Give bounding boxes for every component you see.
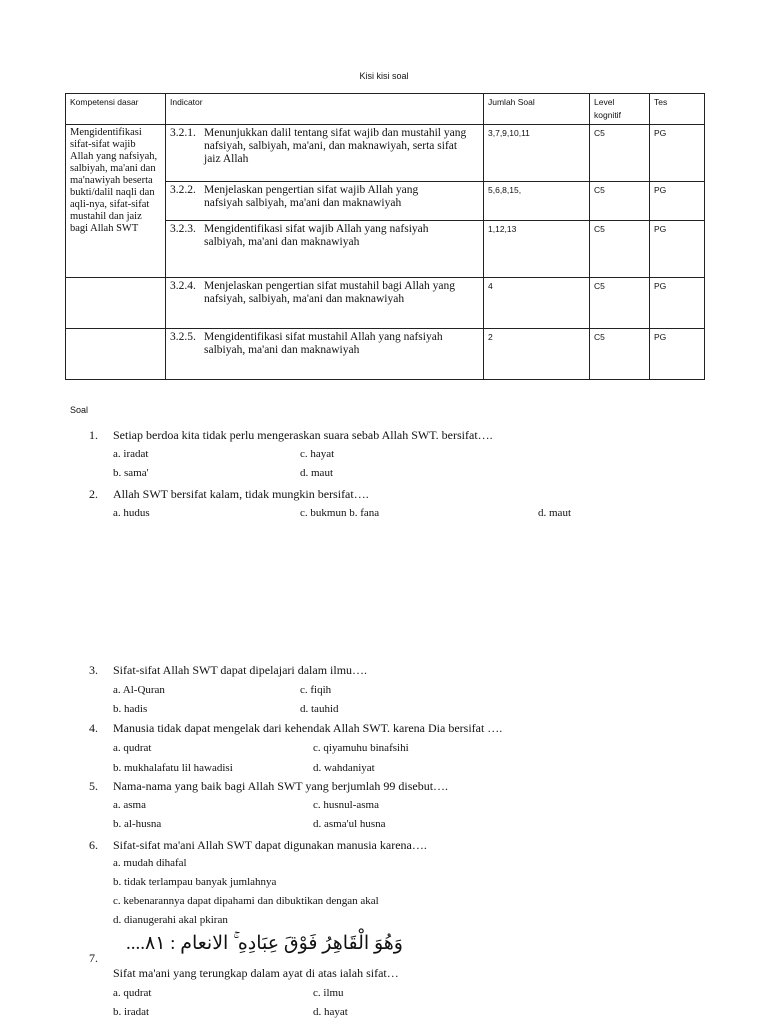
option-d: d. asma'ul husna (313, 818, 386, 830)
jumlah-soal-cell: 5,6,8,15, (484, 182, 590, 221)
tes-cell: PG (650, 182, 705, 221)
option-d: d. tauhid (300, 703, 339, 715)
level-cell: C5 (590, 182, 650, 221)
question-text: Nama-nama yang baik bagi Allah SWT yang berjumlah 99 disebut…. (113, 779, 449, 793)
level-cell: C5 (590, 278, 650, 329)
question-number: 3. (89, 663, 98, 677)
question-text: Setiap berdoa kita tidak perlu mengeraskan suara sebab Allah SWT. bersifat…. (113, 428, 493, 442)
indicator-text: nafsiyah, salbiyah, ma'ani dan maknawiyah (204, 293, 405, 305)
indicator-text: salbiyah, ma'ani dan maknawiyah (204, 344, 360, 356)
option-d: d. maut (300, 467, 333, 479)
indicator-text: nafsiyah salbiyah, ma'ani dan maknawiyah (204, 197, 402, 209)
question-2 (89, 487, 369, 502)
question-text: Sifat-sifat Allah SWT dapat dipelajari dalam ilmu…. (113, 663, 368, 677)
question-text: Sifat ma'ani yang terungkap dalam ayat di atas ialah sifat… (113, 966, 399, 980)
indicator-number: 3.2.2. (170, 184, 196, 196)
question-text: Allah SWT bersifat kalam, tidak mungkin bersifat…. (113, 487, 369, 501)
header-tes: Tes (650, 94, 705, 125)
indicator-number: 3.2.4. (170, 280, 196, 292)
header-level (590, 94, 650, 125)
option-a: a. Al-Quran (113, 684, 165, 696)
question-number: 5. (89, 779, 98, 793)
option-b: b. iradat (113, 1006, 150, 1018)
option-a: a. iradat (113, 448, 149, 460)
indicator-cell (166, 125, 484, 182)
empty-kompetensi-cell (66, 278, 166, 329)
jumlah-soal-cell: 3,7,9,10,11 (484, 125, 590, 182)
kd-line: bukti/dalil naqli dan (70, 187, 155, 198)
question-number: 6. (89, 838, 98, 852)
indicator-text: Menjelaskan pengertian sifat mustahil bagi Allah yang (204, 280, 456, 292)
table-row (66, 125, 705, 182)
indicator-cell (166, 329, 484, 380)
question-3 (89, 663, 367, 678)
question-5 (89, 779, 448, 794)
indicator-text: nafsiyah, salbiyah, ma'ani, dan maknawiyah, serta sifat (204, 140, 458, 152)
option-c: c. kebenarannya dapat dipahami dan dibuktikan dengan akal (113, 895, 379, 907)
indicator-number: 3.2.5. (170, 331, 196, 343)
option-a: a. mudah dihafal (113, 857, 187, 869)
indicator-text: Mengidentifikasi sifat wajib Allah yang nafsiyah (204, 223, 429, 235)
option-c: c. ilmu (313, 987, 344, 999)
option-d: d. dianugerahi akal pkiran (113, 914, 228, 926)
question-1 (89, 428, 493, 443)
question-7-number (89, 951, 113, 966)
tes-cell: PG (650, 329, 705, 380)
indicator-cell (166, 278, 484, 329)
document-title: Kisi kisi soal (359, 71, 409, 81)
indicator-text: Menunjukkan dalil tentang sifat wajib dan mustahil yang (204, 127, 467, 139)
option-c: c. husnul-asma (313, 799, 379, 811)
kd-line: bagi Allah SWT (70, 223, 139, 234)
tes-cell: PG (650, 278, 705, 329)
table-header-row (66, 94, 705, 125)
level-cell: C5 (590, 221, 650, 278)
jumlah-soal-cell: 4 (484, 278, 590, 329)
question-text: Sifat-sifat ma'ani Allah SWT dapat digunakan manusia karena…. (113, 838, 427, 852)
soal-section-label: Soal (70, 405, 89, 415)
indicator-text: jaiz Allah (204, 153, 249, 165)
indicator-text: Menjelaskan pengertian sifat wajib Allah yang (204, 184, 419, 196)
option-c: c. qiyamuhu binafsihi (313, 742, 409, 754)
question-number: 1. (89, 428, 98, 442)
kisi-kisi-table (65, 93, 705, 380)
kd-line: Mengidentifikasi (70, 127, 142, 138)
option-c: c. hayat (300, 448, 335, 460)
indicator-text: salbiyah, ma'ani dan maknawiyah (204, 236, 360, 248)
header-kompetensi: Kompetensi dasar (66, 94, 166, 125)
option-b: b. sama' (113, 467, 149, 479)
jumlah-soal-cell: 1,12,13 (484, 221, 590, 278)
question-number: 7. (89, 951, 98, 965)
kd-line: salbiyah, ma'ani dan (70, 163, 156, 174)
header-level-line2: kognitif (594, 110, 621, 120)
kd-line: mustahil dan jaiz (70, 211, 142, 222)
arabic-verse: وَهُوَ الْقَاهِرُ فَوْقَ عِبَادِهِ ۚ الانعام : ٨١.... (126, 933, 403, 954)
option-a: a. qudrat (113, 742, 152, 754)
indicator-cell (166, 182, 484, 221)
kd-line: ma'nawiyah beserta (70, 175, 153, 186)
option-b: b. al-husna (113, 818, 162, 830)
header-indicator: Indicator (166, 94, 484, 125)
option-b: b. tidak terlampau banyak jumlahnya (113, 876, 277, 888)
tes-cell: PG (650, 125, 705, 182)
kd-line: sifat-sifat wajib (70, 139, 136, 150)
table-row (66, 278, 705, 329)
question-7-text (113, 966, 399, 981)
kd-line: Allah yang nafsiyah, (70, 151, 158, 162)
header-level-line1: Level (594, 97, 615, 107)
option-b: b. mukhalafatu lil hawadisi (113, 762, 233, 774)
option-d: d. wahdaniyat (313, 762, 375, 774)
option-c: c. bukmun b. fana (300, 507, 380, 519)
table-row (66, 329, 705, 380)
question-6 (89, 838, 427, 853)
question-number: 4. (89, 721, 98, 735)
empty-kompetensi-cell (66, 329, 166, 380)
level-cell: C5 (590, 125, 650, 182)
kompetensi-dasar-cell (66, 125, 166, 278)
level-cell: C5 (590, 329, 650, 380)
option-a: a. hudus (113, 507, 150, 519)
indicator-cell (166, 221, 484, 278)
option-d: d. hayat (313, 1006, 348, 1018)
indicator-text: Mengidentifikasi sifat mustahil Allah yang nafsiyah (204, 331, 443, 343)
option-c: c. fiqih (300, 684, 332, 696)
indicator-number: 3.2.3. (170, 223, 196, 235)
question-number: 2. (89, 487, 98, 501)
option-b: b. hadis (113, 703, 148, 715)
jumlah-soal-cell: 2 (484, 329, 590, 380)
kd-line: aqli-nya, sifat-sifat (70, 199, 150, 210)
option-a: a. asma (113, 799, 146, 811)
tes-cell: PG (650, 221, 705, 278)
indicator-number: 3.2.1. (170, 127, 196, 139)
option-a: a. qudrat (113, 987, 152, 999)
question-4 (89, 721, 502, 736)
header-jumlah: Jumlah Soal (484, 94, 590, 125)
option-d: d. maut (538, 507, 571, 519)
question-text: Manusia tidak dapat mengelak dari kehendak Allah SWT. karena Dia bersifat …. (113, 721, 503, 735)
